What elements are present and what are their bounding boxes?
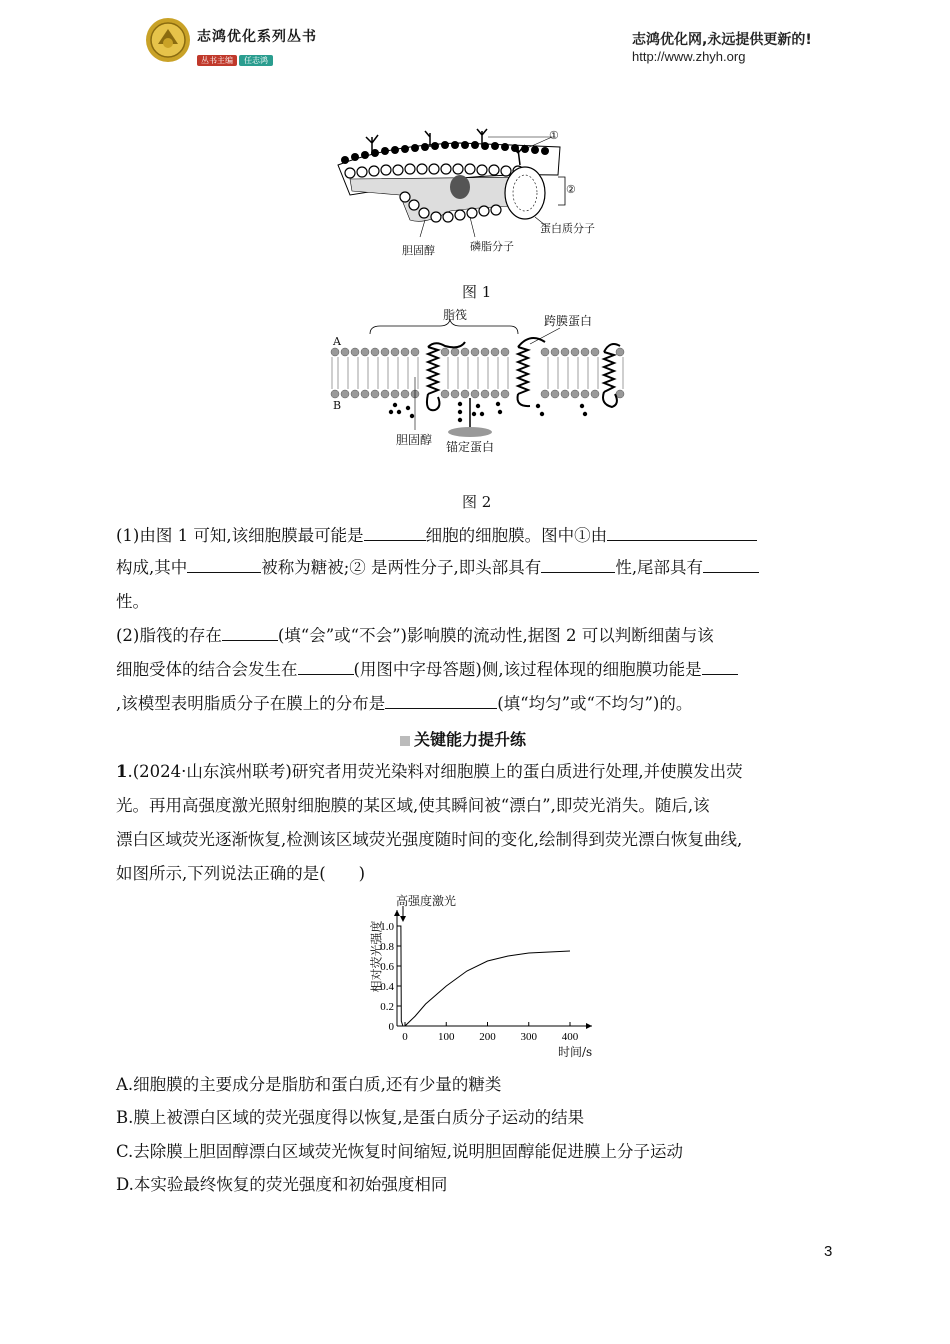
fluorescence-recovery-chart — [350, 888, 610, 1063]
x-axis-arrow — [586, 1023, 592, 1029]
fig2-label-raft: 脂筏 — [443, 308, 468, 322]
header-url[interactable]: http://www.zhyh.org — [632, 49, 746, 64]
figure-1 — [330, 125, 630, 265]
y-tick-label: 0.6 — [380, 961, 394, 973]
blank-head-property[interactable] — [541, 557, 615, 573]
figure-2-caption: 图 2 — [462, 493, 492, 511]
figure-1-caption: 图 1 — [462, 283, 492, 301]
blank-lipid-distribution[interactable] — [385, 693, 497, 709]
page-number: 3 — [824, 1243, 833, 1260]
question-fill-line-6: ,该模型表明脂质分子在膜上的分布是 (填“均匀”或“不均匀”)的。 — [116, 694, 693, 713]
blank-cell-type[interactable] — [364, 525, 426, 541]
fig1-label-cholesterol: 胆固醇 — [402, 244, 435, 257]
editor-label: 丛书主编 — [197, 55, 237, 66]
series-title: 志鸿优化系列丛书 — [197, 29, 317, 45]
question-fill-line-5: 细胞受体的结合会发生在 (用图中字母答题)侧,该过程体现的细胞膜功能是 — [116, 659, 738, 680]
blank-membrane-function[interactable] — [702, 659, 738, 675]
fig2-label-transmembrane: 跨膜蛋白 — [544, 314, 593, 328]
fig2-label-anchor: 锚定蛋白 — [446, 440, 495, 454]
fig2-label-b: B — [333, 399, 342, 412]
series-line — [399, 926, 570, 1026]
question-fill-line-2: 构成,其中 被称为糖被;② 是两性分子,即头部具有 性,尾部具有 — [116, 557, 759, 578]
option-a[interactable]: A.细胞膜的主要成分是脂肪和蛋白质,还有少量的糖类 — [116, 1075, 502, 1094]
question-1-line-1: 1.(2024·山东滨州联考)研究者用荧光染料对细胞膜上的蛋白质进行处理,并使膜发出荧 — [116, 762, 743, 781]
question-1-line-4: 如图所示,下列说法正确的是( ) — [116, 864, 366, 883]
x-tick-label: 300 — [520, 1031, 537, 1043]
section-title: 关键能力提升练 — [414, 730, 527, 749]
fig1-label-2: ② — [566, 183, 576, 196]
question-1-number: 1 — [116, 762, 128, 781]
blank-raft-fluidity[interactable] — [222, 625, 278, 641]
question-1-line-2: 光。再用高强度激光照射细胞膜的某区域,使其瞬间被“漂白”,即荧光消失。随后,该 — [116, 796, 710, 815]
option-d[interactable]: D.本实验最终恢复的荧光强度和初始强度相同 — [116, 1175, 448, 1194]
blank-binding-side[interactable] — [298, 659, 354, 675]
fig2-label-a: A — [333, 335, 341, 348]
question-fill-line-3: 性。 — [116, 592, 149, 611]
fig1-label-phospholipid: 磷脂分子 — [470, 240, 514, 253]
x-tick-label: 0 — [402, 1031, 408, 1043]
header — [0, 0, 950, 80]
section-header — [400, 727, 526, 750]
chart-svg — [350, 888, 610, 1063]
y-tick-label: 0.2 — [380, 1001, 394, 1013]
logo-emblem — [145, 17, 191, 63]
question-fill-line-4: (2)脂筏的存在 (填“会”或“不会”)影响膜的流动性,据图 2 可以判断细菌与该 — [116, 626, 714, 645]
x-tick-label: 400 — [561, 1031, 579, 1043]
question-1-line-3: 漂白区域荧光逐渐恢复,检测该区域荧光强度随时间的变化,绘制得到荧光漂白恢复曲线, — [116, 830, 743, 849]
chart-xlabel: 时间/s — [558, 1045, 593, 1059]
y-tick-label: 0.4 — [380, 981, 394, 993]
fig1-label-1: ① — [549, 129, 559, 142]
blank-tail-property[interactable] — [703, 557, 759, 573]
y-axis-arrow — [394, 910, 400, 916]
editor-name: 任志鸿 — [239, 55, 273, 66]
header-slogan: 志鸿优化网,永远提供更新的! — [632, 32, 812, 48]
chart-title-laser: 高强度激光 — [396, 894, 457, 908]
option-c[interactable]: C.去除膜上胆固醇漂白区域荧光恢复时间缩短,说明胆固醇能促进膜上分子运动 — [116, 1142, 684, 1161]
section-marker-icon — [400, 736, 410, 746]
y-tick-label: 0.8 — [380, 941, 394, 953]
fig1-label-protein: 蛋白质分子 — [540, 222, 595, 235]
blank-glycocalyx-name[interactable] — [187, 557, 261, 573]
question-fill-line-1: (1)由图 1 可知,该细胞膜最可能是 细胞的细胞膜。图中①由 — [116, 525, 757, 546]
y-tick-label: 0 — [388, 1021, 394, 1033]
chart-ylabel: 相对荧光强度 — [369, 920, 384, 993]
fig2-label-cholesterol: 胆固醇 — [396, 433, 433, 447]
figure-2 — [320, 302, 640, 457]
x-tick-label: 200 — [479, 1031, 496, 1043]
x-tick-label: 100 — [438, 1031, 455, 1043]
option-b[interactable]: B.膜上被漂白区域的荧光强度得以恢复,是蛋白质分子运动的结果 — [116, 1108, 585, 1127]
blank-glycocalyx-composition[interactable] — [607, 525, 757, 541]
editor-tag — [197, 48, 273, 65]
y-tick-label: 1.0 — [380, 921, 394, 933]
laser-arrow-head — [400, 916, 406, 922]
question-1-source: .(2024·山东滨州联考) — [127, 762, 292, 781]
